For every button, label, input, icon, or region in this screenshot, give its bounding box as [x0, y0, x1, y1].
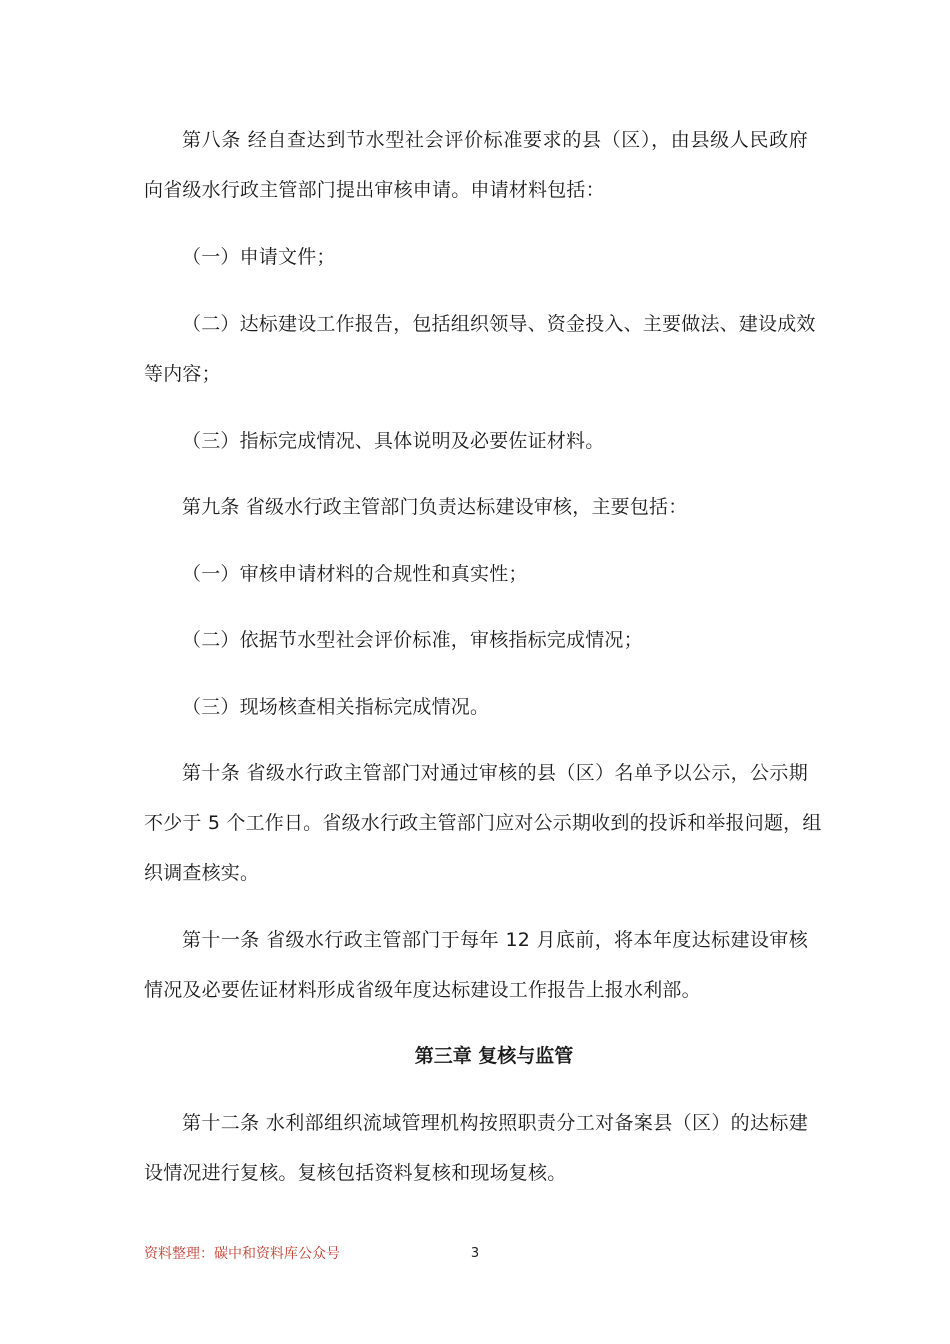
article-8-item-3: （三）指标完成情况、具体说明及必要佐证材料。: [182, 430, 605, 452]
article-10-line-1: 第十条 省级水行政主管部门对通过审核的县（区）名单予以公示，公示期: [182, 762, 808, 784]
article-10-line-3: 织调查核实。: [144, 862, 260, 884]
article-11-line-2: 情况及必要佐证材料形成省级年度达标建设工作报告上报水利部。: [144, 979, 701, 1001]
article-12-line-2: 设情况进行复核。复核包括资料复核和现场复核。: [144, 1162, 567, 1184]
article-8-item-2-line-2: 等内容；: [144, 363, 221, 385]
article-9-item-3: （三）现场核查相关指标完成情况。: [182, 696, 490, 718]
article-9-item-1: （一）审核申请材料的合规性和真实性；: [182, 563, 528, 585]
article-11-line-1: 第十一条 省级水行政主管部门于每年 12 月底前，将本年度达标建设审核: [182, 929, 808, 951]
article-8-item-1: （一）申请文件；: [182, 246, 336, 268]
article-8-line-2: 向省级水行政主管部门提出审核申请。申请材料包括：: [144, 179, 605, 201]
article-12-line-1: 第十二条 水利部组织流域管理机构按照职责分工对备案县（区）的达标建: [182, 1112, 808, 1134]
article-10-line-2: 不少于 5 个工作日。省级水行政主管部门应对公示期收到的投诉和举报问题，组: [144, 812, 822, 834]
article-8-line-1: 第八条 经自查达到节水型社会评价标准要求的县（区），由县级人民政府: [182, 129, 808, 151]
chapter-heading: 第三章 复核与监管: [414, 1045, 574, 1067]
footer-source-note: 资料整理：碳中和资料库公众号: [144, 1246, 340, 1262]
page-number: 3: [470, 1246, 480, 1261]
article-8-item-2-line-1: （二）达标建设工作报告，包括组织领导、资金投入、主要做法、建设成效: [182, 313, 816, 335]
article-9-line-1: 第九条 省级水行政主管部门负责达标建设审核，主要包括：: [182, 496, 688, 518]
article-9-item-2: （二）依据节水型社会评价标准，审核指标完成情况；: [182, 629, 643, 651]
